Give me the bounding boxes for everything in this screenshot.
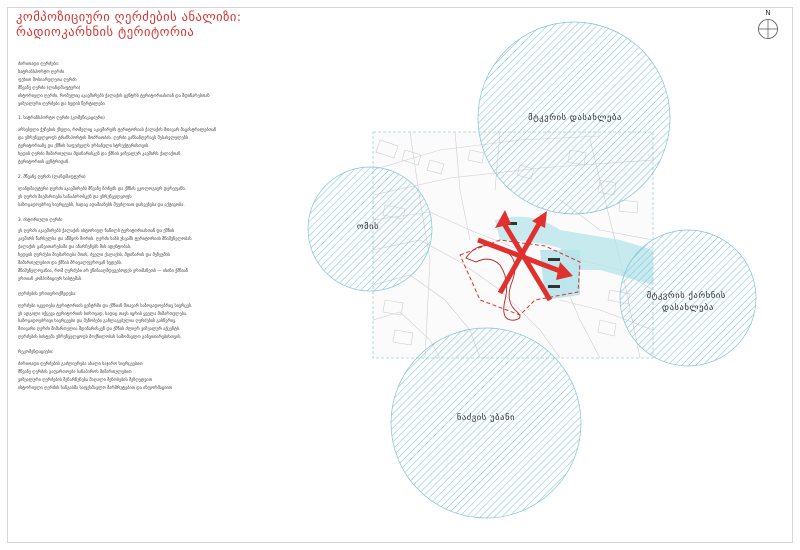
paragraph-heading: 1. სატრანსპორტო ღერძი (კომუნიკაციური) [18,115,105,121]
paragraph-line: მთავარი ღერძი მიმართულია მდინარისკენ და ქმნის ძლიერ ვიზუალურ აქცენტს. [18,326,181,332]
paragraph-heading: 3. ისტორიული ღერძი [18,216,63,222]
paragraph-line: ეს ღერძი აკავშირებს ქალაქის ისტორიულ ნაწილს ტერიტორიასთან და ქმნის [18,228,175,234]
title-line-1: კომპოზიციური ღერძების ანალიზი: [16,9,242,24]
paragraph-line: და უზრუნველყოფს ტრანსპორტის მოძრაობას. ღერძი განსაზღვრავს შესასვლელებს [18,135,188,141]
paragraph-line: ვიზუალური ღერძების შენარჩუნება მაღალი შენობების შეზღუდვით [18,376,152,382]
paragraph-line: მნიშვნელოვანია, რომ ღერძები არ ეწინააღმდეგებოდეს ერთმანეთს — ისინი ქმნიან [18,267,189,273]
zone-label-top-right: მტკვრის დასახლება [528,113,622,123]
paragraph-line: ისტორიული ღერძი, რომელიც აკავშირებს ქალაქის ცენტრს ტერიტორიასთან და მდინარესთან [18,92,210,98]
zone-circle-bottom [391,328,581,518]
paragraph-line: ვიზუალური ღერძები და ხედის წერტილები [18,100,105,106]
paragraph-heading: რეკომენდაციები: [18,349,54,355]
building-marker-2 [548,285,560,288]
paragraph-heading: 2. მწვანე ღერძი (ლანდშაფტური) [18,173,86,179]
paragraph-line: ქალაქის განვითარებაში და ინარჩუნებს მის იდენტობას. [18,244,132,250]
paragraph-heading: ღერძების ურთიერთქმედება: [18,290,77,296]
paragraph-line: ძირითადი ღერძები: [18,61,60,66]
paragraph-line: არსებული ქუჩების ქსელი, რომელიც აკავშირებს ტერიტორიას ქალაქის მთავარ მაგისტრალებთან [18,127,217,133]
paragraph-line: საზოგადოებრივი სივრცეები და შენობები განლაგებულია ღერძების გასწვრივ. [18,318,177,324]
paragraph-line: მიმართულებით და ქმნის მრავალფეროვან ხედებს. [18,260,123,266]
paragraph-line: ხედის ღერძი მიმართულია მდინარისკენ და ქმნის ვიზუალურ კავშირს ქალაქთან [18,151,181,157]
paragraph-line: საზოგადოებრივ სივრცეებს, სადაც ადამიანებს შეუძლიათ დასვენება და აქტივობა. [18,201,185,207]
building-marker-1 [548,258,560,261]
paragraph-line: მწვანე ღერძი (ლანდშაფტური) [18,84,81,90]
paragraph-line: ფეხით მოსიარულეთა ღერძი [18,76,77,82]
paragraph-line: ხედვის ღერძები მიემართება მთის, ძველი ქალაქის, მდინარის და მუზეუმის [18,252,170,258]
zone-label-bottom: ნაძვის უბანი [456,413,516,423]
paragraph-line: ტერიტორიის ცენტრიდან. [18,158,70,164]
zone-label-right: მტკვრის ქარხნის დასახლება [646,291,726,313]
paragraph-line: ერთიან კომპოზიციურ სისტემას. [18,275,83,281]
paragraph-line: ღერძები იკვეთება ტერიტორიის ცენტრში და ქმნიან მთავარ საზოგადოებრივ სივრცეს. [18,302,193,308]
paragraph-line: ძირითადი ღერძების გაძლიერება ახალი საჯარო სივრცეებით [18,361,143,367]
paragraph-line: ეს ადგილი იქცევა ტერიტორიის ბირთვად, სადაც თავს იყრის ყველა მიმართულება. [18,310,188,316]
paragraph-line: ტერიტორიაზე და ქმნის საფუძველს ურბანული სტრუქტურისთვის. [18,143,150,149]
paragraph-line: კავშირს წარსულსა და აწმყოს შორის. ღერძი ხაზს უსვამს ტერიტორიის მნიშვნელობას [18,236,192,242]
paragraph-line: ეს ღერძი მიემართება სანაპიროსკენ და უზრუნველყოფს [18,193,132,199]
title-line-2: რადიოკარხნის ტერიტორია [16,24,195,39]
paragraph-line: ლანდშაფტური ღერძი აკავშირებს მწვანე ზონებს და ქმნის ეკოლოგიურ დერეფანს. [18,185,186,191]
paragraph-line: ისტორიული ღერძის ხაზგასმა საფეხმავლო მარშრუტებით და ინფორმაციით [18,384,173,390]
paragraph-line: მწვანე ღერძის გაფართოება სანაპიროს მიმართულებით [18,369,132,374]
zone-label-left: ომის [356,222,380,232]
north-label: N [765,9,771,17]
paragraph-line: ღერძების სისტემა უზრუნველყოფს მოქნილობას სამომავლო განვითარებისთვის. [18,334,182,340]
paragraph-line: სატრანსპორტო ღერძი [18,68,65,74]
